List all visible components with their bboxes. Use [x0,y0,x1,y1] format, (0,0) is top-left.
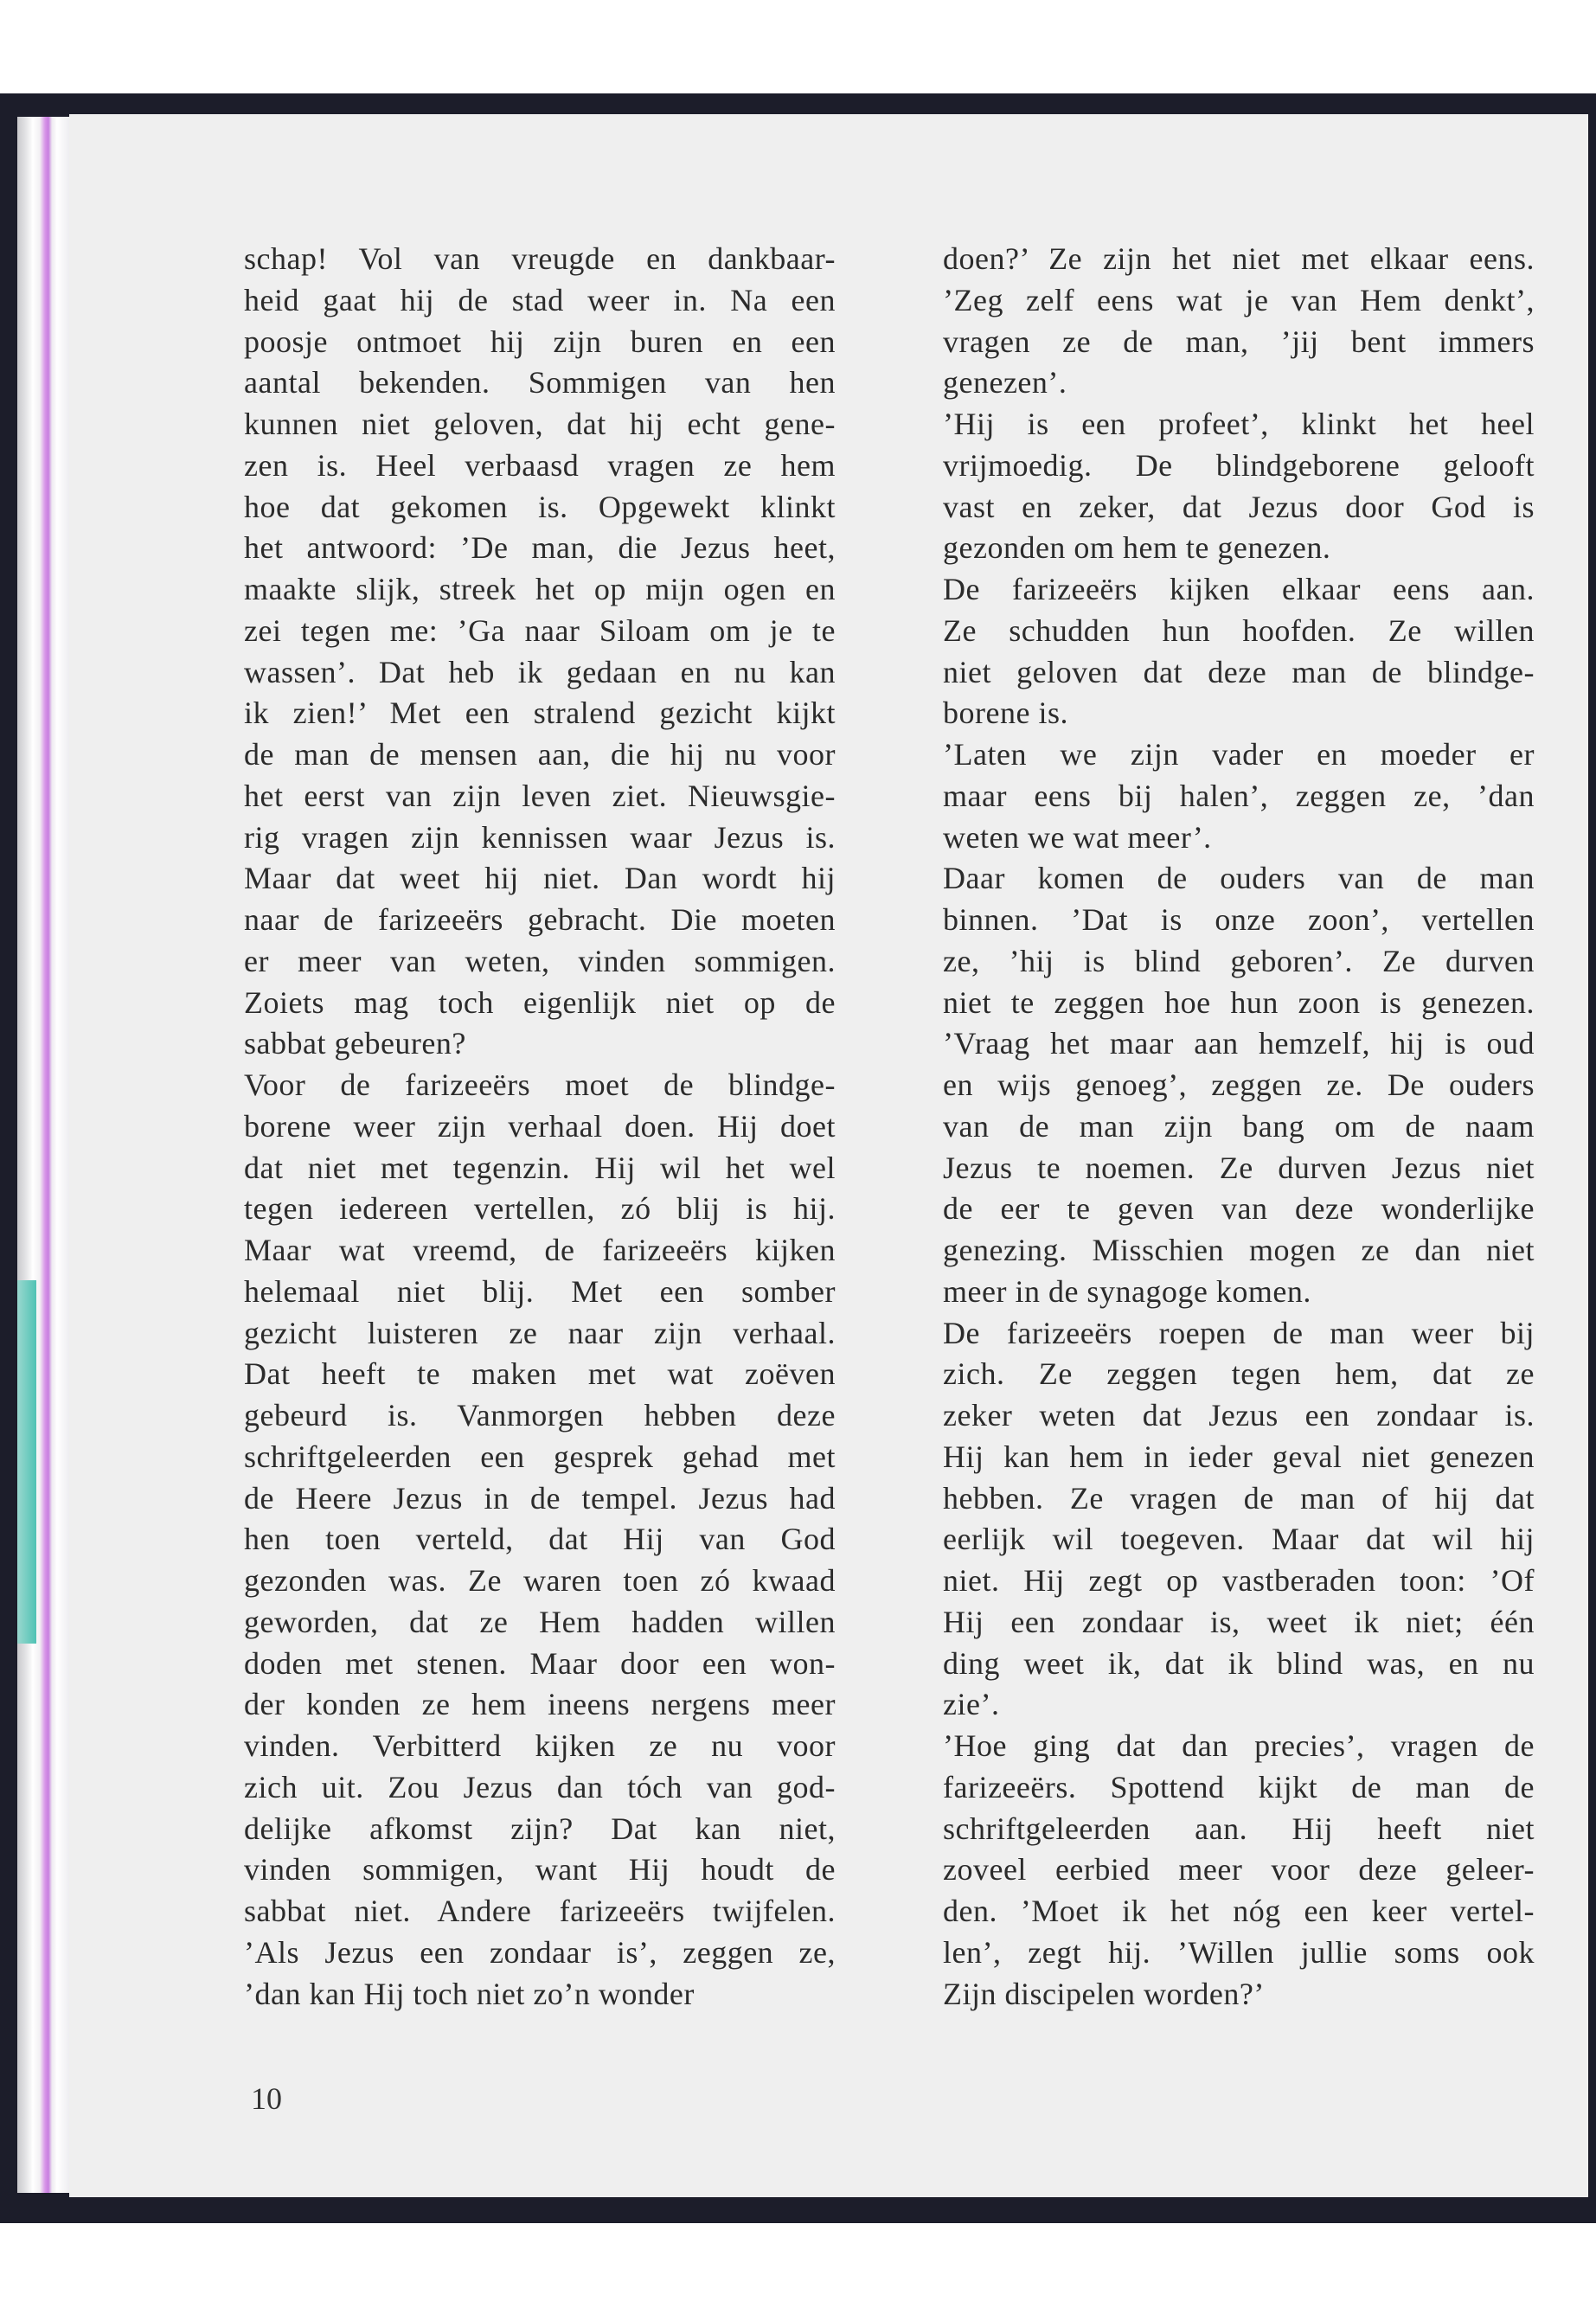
text-line: de Heere Jezus in de tempel. Jezus had [244,1480,836,1516]
text-line: ’Als Jezus een zondaar is’, zeggen ze, [244,1934,836,1970]
text-line: er meer van weten, vinden sommigen. [244,943,836,978]
text-line: de man de mensen aan, die hij nu voor [244,737,836,772]
text-line: Daar komen de ouders van de man [943,861,1535,896]
text-line: meer in de synagoge komen. [943,1273,1311,1309]
text-line: maakte slijk, streek het op mijn ogen en [244,572,836,606]
text-line: gebeurd is. Vanmorgen hebben deze [244,1398,836,1433]
text-line: gezicht luisteren ze naar zijn verhaal. [244,1315,836,1350]
text-line: tegen iedereen vertellen, zó blij is hij. [244,1191,836,1227]
text-line: len’, zegt hij. ’Willen jullie soms ook [943,1934,1535,1970]
text-line: ding weet ik, dat ik blind was, en nu [943,1645,1535,1681]
text-line: maar eens bij halen’, zeggen ze, ’dan [943,778,1535,813]
text-line: ’Hij is een profeet’, klinkt het heel [943,407,1535,441]
text-line: schap! Vol van vreugde en dankbaar- [244,241,836,276]
text-line: schriftgeleerden een gesprek gehad met [244,1439,836,1474]
text-line: Maar dat weet hij niet. Dan wordt hij [244,861,836,896]
text-line: borene is. [943,695,1068,731]
text-line: poosje ontmoet hij zijn buren en een [244,324,836,359]
text-line: hen toen verteld, dat Hij van God [244,1522,836,1557]
text-line: Jezus te noemen. Ze durven Jezus niet [943,1150,1535,1185]
text-line: dat niet met tegenzin. Hij wil het wel [244,1150,836,1185]
text-line: Voor de farizeeërs moet de blindge- [244,1067,836,1102]
text-line: de eer te geven van deze wonderlijke [943,1191,1535,1227]
text-line: niet geloven dat deze man de blindge- [943,654,1535,689]
text-line: vrijmoedig. De blindgeborene gelooft [943,447,1535,483]
text-line: kunnen niet geloven, dat hij echt gene- [244,407,836,441]
text-line: sabbat gebeuren? [244,1026,466,1061]
text-line: eerlijk wil toegeven. Maar dat wil hij [943,1522,1535,1557]
text-line: delijke afkomst zijn? Dat kan niet, [244,1811,836,1846]
text-line: en wijs genoeg’, zeggen ze. De ouders [943,1067,1535,1102]
text-line: Zoiets mag toch eigenlijk niet op de [244,984,836,1020]
text-line: het eerst van zijn leven ziet. Nieuwsgie- [244,778,836,813]
text-line: Dat heeft te maken met wat zoëven [244,1356,836,1392]
page-number: 10 [251,2081,282,2116]
text-line: van de man zijn bang om de naam [943,1108,1535,1144]
text-line: hoe dat gekomen is. Opgewekt klinkt [244,489,836,524]
text-line: vast en zeker, dat Jezus door God is [943,489,1535,524]
text-line: vragen ze de man, ’jij bent immers [943,324,1535,359]
text-line: zich uit. Zou Jezus dan tóch van god- [244,1769,836,1804]
text-line: doen?’ Ze zijn het niet met elkaar eens. [943,241,1535,276]
text-line: het antwoord: ’De man, die Jezus heet, [244,530,836,566]
text-line: aantal bekenden. Sommigen van hen [244,365,836,401]
text-line: vinden sommigen, want Hij houdt de [244,1852,836,1888]
text-line: Hij een zondaar is, weet ik niet; één [943,1604,1535,1639]
text-line: zeker weten dat Jezus een zondaar is. [943,1398,1535,1433]
text-line: gezonden om hem te genezen. [943,530,1331,566]
text-line: De farizeeërs kijken elkaar eens aan. [943,572,1535,606]
text-line: borene weer zijn verhaal doen. Hij doet [244,1108,836,1144]
text-line: genezen’. [943,365,1067,401]
text-line: hebben. Ze vragen de man of hij dat [943,1480,1535,1516]
text-line: Maar wat vreemd, de farizeeërs kijken [244,1233,836,1267]
text-line: Ze schudden hun hoofden. Ze willen [943,612,1535,648]
text-line: geworden, dat ze Hem hadden willen [244,1604,836,1639]
text-line: ’Zeg zelf eens wat je van Hem denkt’, [943,282,1535,317]
text-line: zen is. Heel verbaasd vragen ze hem [244,447,836,483]
text-line: helemaal niet blij. Met een somber [244,1273,836,1309]
text-line: weten we wat meer’. [943,819,1212,855]
text-line: naar de farizeeërs gebracht. Die moeten [244,902,836,937]
text-line: niet. Hij zegt op vastberaden toon: ’Of [943,1563,1535,1598]
text-line: Zijn discipelen worden?’ [943,1976,1265,2011]
text-line: niet te zeggen hoe hun zoon is genezen. [943,984,1535,1020]
book-page-edges [17,117,71,2193]
text-line: gezonden was. Ze waren toen zó kwaad [244,1563,836,1598]
text-line: ik zien!’ Met een stralend gezicht kijkt [244,695,836,731]
left-text-column [244,239,836,2015]
scan-bottom-margin [0,2223,1596,2301]
text-line: zoveel eerbied meer voor deze geleer- [943,1852,1535,1888]
text-line: ’Hoe ging dat dan precies’, vragen de [943,1728,1535,1763]
text-line: Hij kan hem in ieder geval niet genezen [943,1439,1535,1474]
text-line: farizeeërs. Spottend kijkt de man de [943,1769,1535,1804]
text-line: zich. Ze zeggen tegen hem, dat ze [943,1356,1535,1392]
text-line: sabbat niet. Andere farizeeërs twijfelen. [244,1894,836,1928]
book-edge-tab [17,1280,36,1644]
text-line: ’dan kan Hij toch niet zo’n wonder [244,1976,695,2011]
text-line: doden met stenen. Maar door een won- [244,1645,836,1681]
text-line: vinden. Verbitterd kijken ze nu voor [244,1728,836,1763]
text-line: den. ’Moet ik het nóg een keer vertel- [943,1894,1535,1928]
text-line: De farizeeërs roepen de man weer bij [943,1315,1535,1350]
text-line: ’Laten we zijn vader en moeder er [943,737,1535,772]
text-line: ze, ’hij is blind geboren’. Ze durven [943,943,1535,978]
text-line: genezing. Misschien mogen ze dan niet [943,1233,1535,1267]
right-text-column [943,239,1535,2015]
text-line: binnen. ’Dat is onze zoon’, vertellen [943,902,1535,937]
text-line: der konden ze hem ineens nergens meer [244,1687,836,1722]
text-line: wassen’. Dat heb ik gedaan en nu kan [244,654,836,689]
text-line: ’Vraag het maar aan hemzelf, hij is oud [943,1026,1535,1061]
text-line: zie’. [943,1687,1000,1722]
text-line: heid gaat hij de stad weer in. Na een [244,282,836,317]
text-line: rig vragen zijn kennissen waar Jezus is. [244,819,836,855]
text-line: schriftgeleerden aan. Hij heeft niet [943,1811,1535,1846]
text-line: zei tegen me: ’Ga naar Siloam om je te [244,612,836,648]
scan-top-margin [0,0,1596,93]
